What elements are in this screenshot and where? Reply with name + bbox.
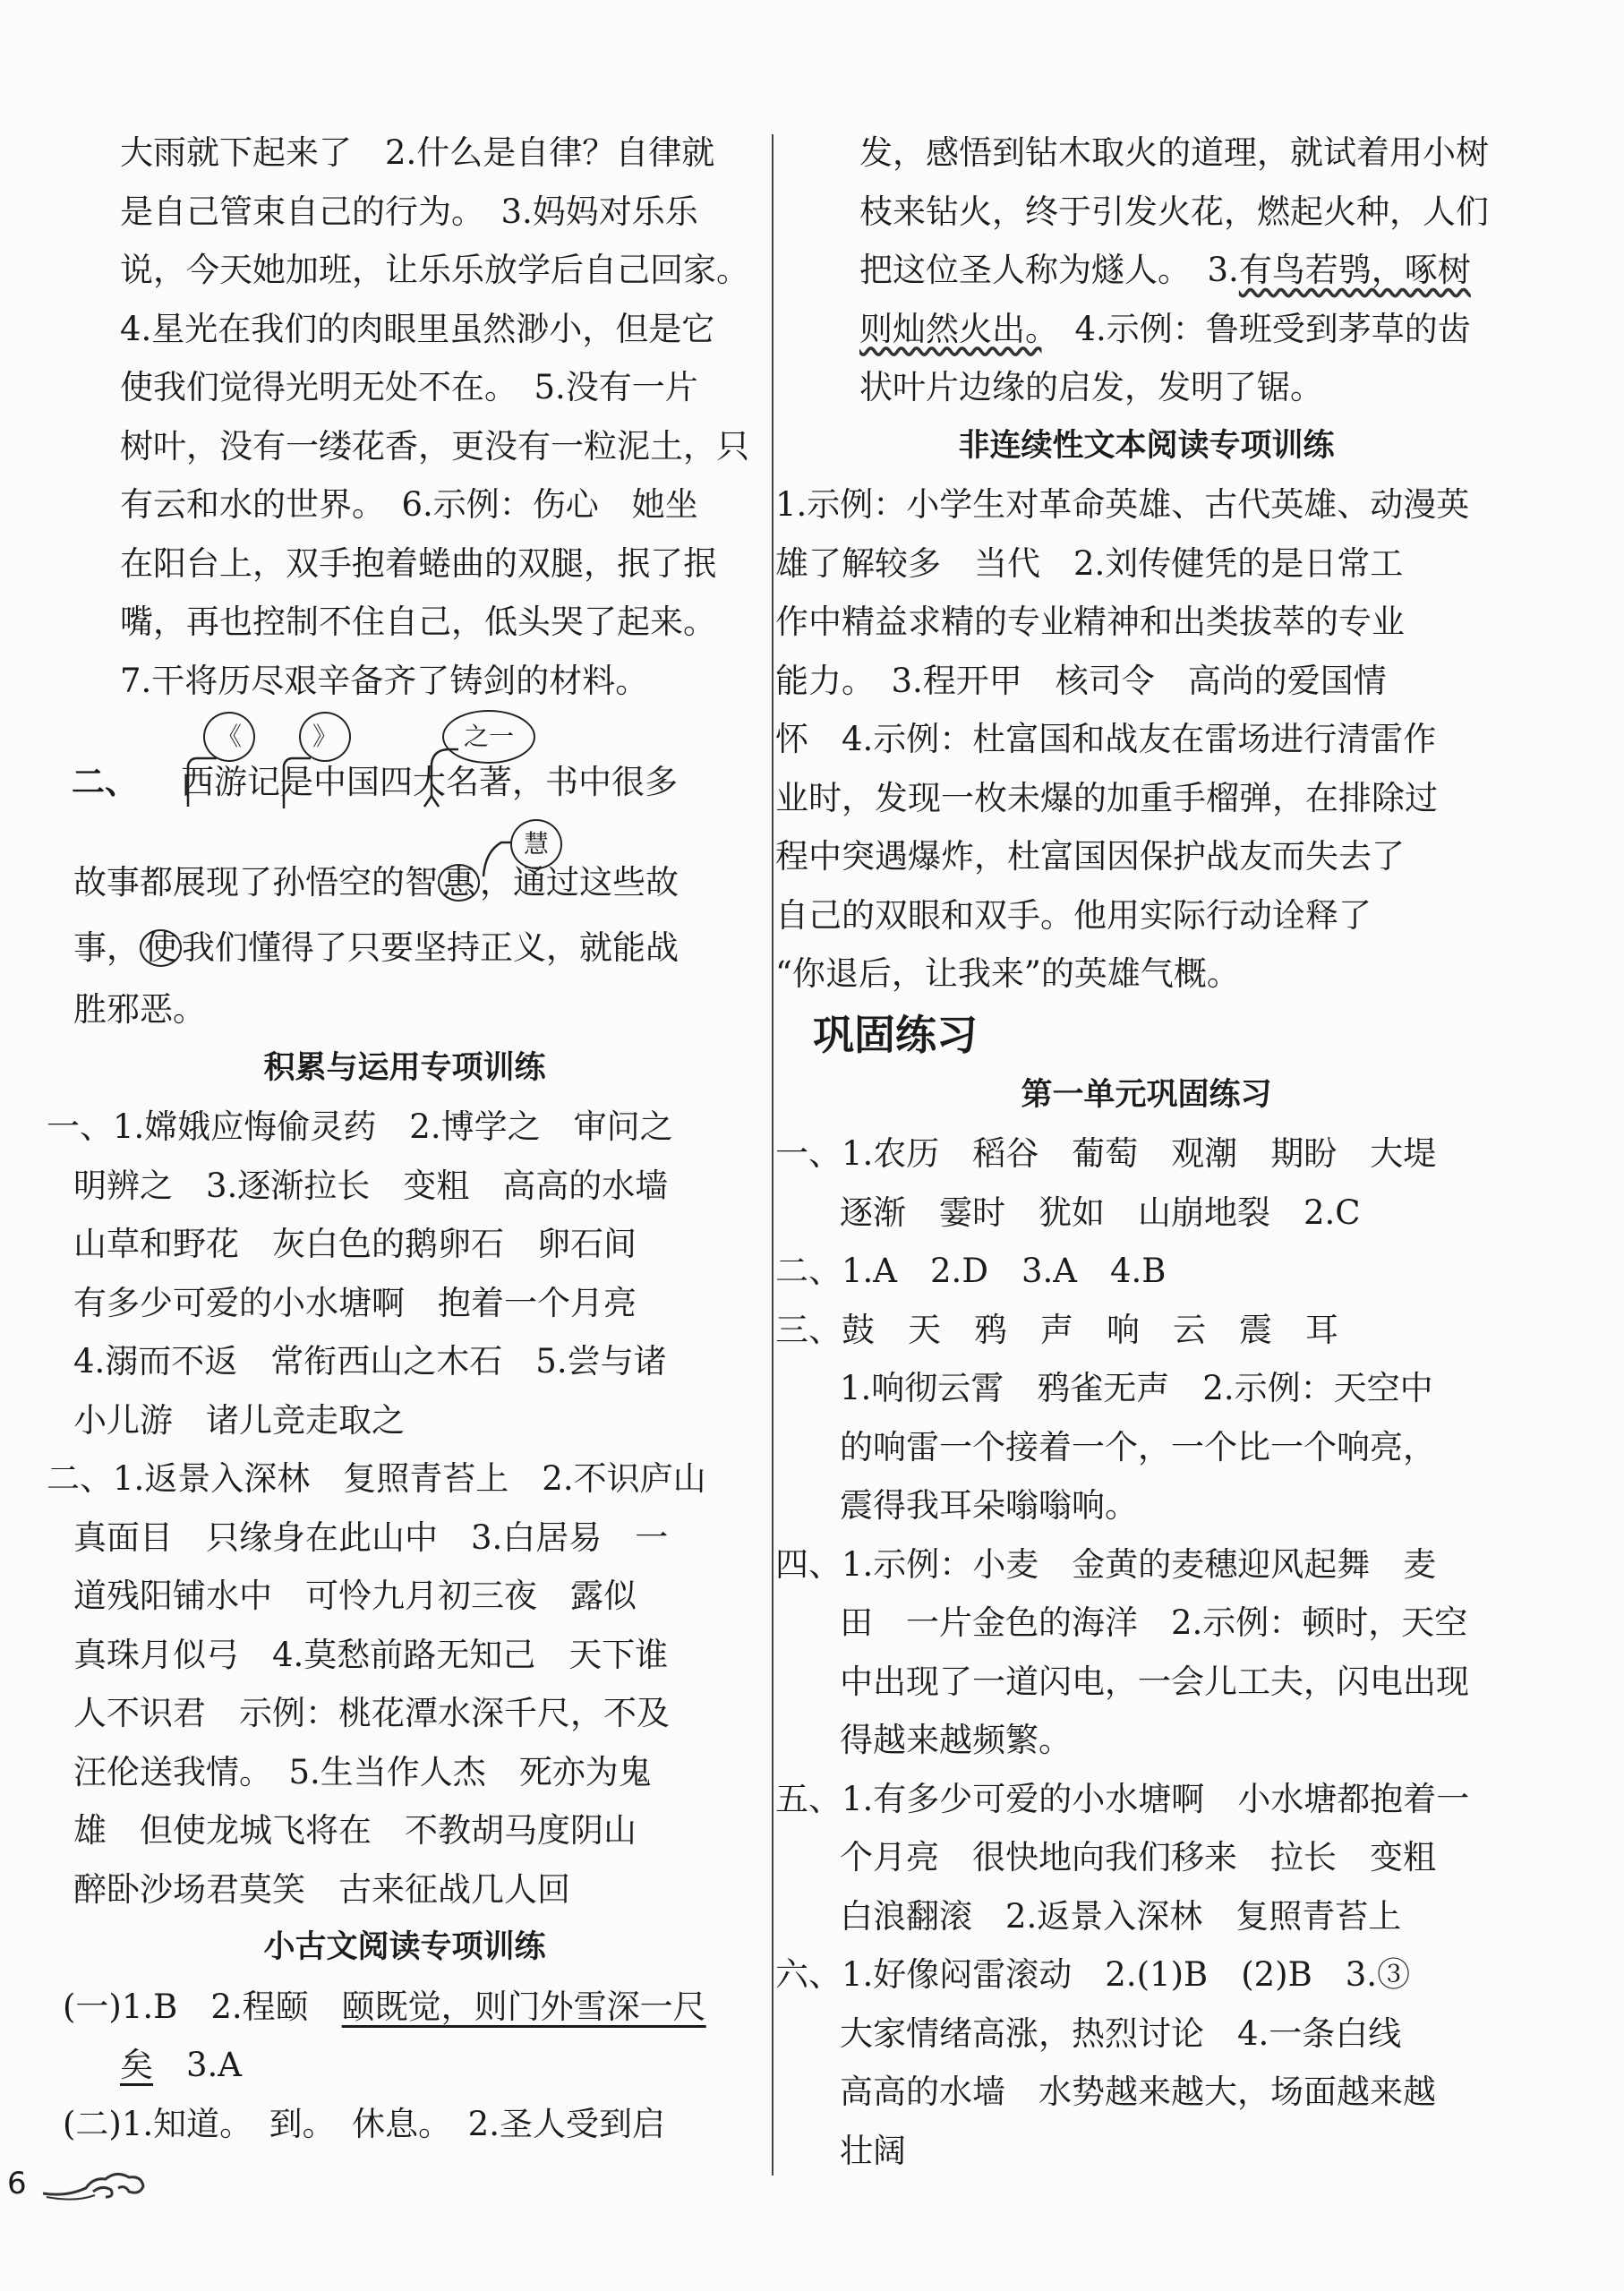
underlined-answer: 颐既觉，则门外雪深一尺 <box>341 1987 706 2026</box>
correction-line-4: 胜邪恶。 <box>73 990 206 1029</box>
text-line: 4.溺而不返 常衔西山之木石 5.尝与诸 <box>73 1342 667 1381</box>
text-line: 4.星光在我们的肉眼里虽然渺小，但是它 <box>120 309 715 348</box>
text-line: 雄 但使龙城飞将在 不教胡马度阴山 <box>73 1811 637 1850</box>
correction-line-3 <box>73 916 736 980</box>
section-heading: 第一单元巩固练习 <box>1021 1076 1272 1113</box>
text-line: 逐渐 霎时 犹如 山崩地裂 2.C <box>840 1193 1361 1232</box>
wavy-underlined-answer: 有鸟若鸮，啄树 <box>1238 251 1471 289</box>
text-segment: 事， <box>73 928 140 967</box>
text-line: 状叶片边缘的启发，发明了锯。 <box>859 368 1323 406</box>
text-line: 四、1.示例：小麦 金黄的麦穗迎风起舞 麦 <box>775 1544 1437 1584</box>
text-line <box>73 2036 736 2095</box>
text-line: 作中精益求精的专业精神和出类拔萃的专业 <box>775 603 1405 641</box>
text-line: 六、1.好像闷雷滚动 2.(1)B (2)B 3.③ <box>775 1955 1411 1994</box>
text-line: 说，今天她加班，让乐乐放学后自己回家。 <box>120 251 749 289</box>
text-line: “你退后，让我来”的英雄气概。 <box>775 954 1240 993</box>
text-segment: 3.A <box>153 2046 243 2084</box>
text-line: 有多少可爱的小水塘啊 抱着一个月亮 <box>73 1283 637 1322</box>
text-line: 明辨之 3.逐渐拉长 变粗 高高的水墙 <box>73 1166 669 1205</box>
text-line: 三、鼓 天 鸦 声 响 云 震 耳 <box>775 1310 1338 1349</box>
text-line: 程中突遇爆炸，杜富国因保护战友而失去了 <box>775 837 1405 876</box>
text-line: 白浪翻滚 2.返景入深林 复照青苔上 <box>840 1896 1402 1936</box>
text-line: 二、1.A 2.D 3.A 4.B <box>775 1252 1167 1290</box>
answer-block-reading <box>73 124 749 710</box>
underlined-answer: 矣 <box>120 2046 153 2084</box>
text-segment: 我们懂得了只要坚持正义，就能战 <box>182 928 679 967</box>
text-line <box>813 300 1480 359</box>
section-heading: 积累与运用专项训练 <box>263 1049 546 1086</box>
text-line: 山草和野花 灰白色的鹅卵石 卵石间 <box>73 1225 637 1263</box>
insert-mark-close: 》 <box>299 712 351 762</box>
left-column <box>47 124 749 2153</box>
accum-answer-list <box>47 1098 736 1919</box>
text-segment: ，通过这些故 <box>480 863 679 902</box>
text-segment: (一)1.B 2.程颐 <box>63 1987 342 2026</box>
text-line: 大雨就下起来了 2.什么是自律？自律就 <box>120 133 715 172</box>
text-line: 高高的水墙 水势越来越大，场面越来越 <box>840 2073 1436 2111</box>
text-line: 发，感悟到钻木取火的道理，就试着用小树 <box>859 133 1489 172</box>
section-label: 二、 <box>72 763 138 801</box>
text-line: 醉卧沙场君莫笑 古来征战几人回 <box>73 1869 570 1909</box>
circled-wrong-char: 惠 <box>438 864 480 902</box>
text-line: 汪伦送我情。 5.生当作人杰 死亦为鬼 <box>73 1752 652 1791</box>
text-line: 震得我耳朵嗡嗡响。 <box>840 1486 1138 1525</box>
correction-line-1: 西游记是中国四大名著，书中很多 <box>181 763 678 801</box>
correction-exercise <box>73 710 736 1039</box>
text-line: 一、1.嫦娥应悔偷灵药 2.博学之 审问之 <box>47 1107 673 1146</box>
text-line: 业时，发现一枚未爆的加重手榴弹，在排除过 <box>775 778 1438 817</box>
text-line: 1.示例：小学生对革命英雄、古代英雄、动漫英 <box>775 485 1470 524</box>
section-title: 巩固练习 <box>813 1010 978 1059</box>
text-line: 大家情绪高涨，热烈讨论 4.一条白线 <box>840 2013 1402 2053</box>
unit1-answer-list <box>775 1124 1480 2180</box>
text-line: 怀 4.示例：杜富国和战友在雷场进行清雷作 <box>775 720 1437 758</box>
text-line: 7.干将历尽艰辛备齐了铸剑的材料。 <box>120 661 649 700</box>
text-line: 能力。 3.程开甲 核司令 高尚的爱国情 <box>775 661 1387 700</box>
text-line: 五、1.有多少可爱的小水塘啊 小水塘都抱着一 <box>775 1779 1470 1818</box>
text-line: 使我们觉得光明无处不在。 5.没有一片 <box>120 368 698 406</box>
text-line: 1.响彻云霄 鸦雀无声 2.示例：天空中 <box>840 1369 1433 1407</box>
text-line: 真面目 只缘身在此山中 3.白居易 一 <box>73 1517 669 1557</box>
text-line: 树叶，没有一缕花香，更没有一粒泥土，只 <box>120 426 749 466</box>
insert-mark-word: 之一 <box>442 710 535 764</box>
text-line: 在阳台上，双手抱着蜷曲的双腿，抿了抿 <box>120 543 716 583</box>
text-line: 中出现了一道闪电，一会儿工夫，闪电出现 <box>840 1662 1469 1701</box>
insert-mark-open: 《 <box>203 712 255 762</box>
circled-delete-char: 使 <box>140 929 182 967</box>
text-line: 壮阔 <box>840 2131 906 2170</box>
text-segment: 故事都展现了孙悟空的智 <box>73 863 438 902</box>
section-heading: 小古文阅读专项训练 <box>263 1929 546 1965</box>
text-line: 道残阳铺水中 可怜九月初三夜 露似 <box>73 1577 637 1615</box>
text-line: 枝来钻火，终于引发火花，燃起火种，人们 <box>859 192 1489 231</box>
text-line: 二、1.返景入深林 复照青苔上 2.不识庐山 <box>47 1459 706 1498</box>
text-line: 小儿游 诸儿竞走取之 <box>73 1400 405 1440</box>
text-line: 是自己管束自己的行为。 3.妈妈对乐乐 <box>120 192 698 231</box>
cloud-ornament-icon <box>39 2161 156 2206</box>
text-line: 嘴，再也控制不住自己，低头哭了起来。 <box>120 603 716 641</box>
text-segment: 把这位圣人称为燧人。 3. <box>859 251 1239 289</box>
text-line <box>63 1978 736 2037</box>
text-line: 有云和水的世界。 6.示例：伤心 她坐 <box>120 485 698 524</box>
text-line: 得越来越频繁。 <box>840 1721 1072 1759</box>
right-column <box>775 124 1489 2180</box>
text-line: 个月亮 很快地向我们移来 拉长 变粗 <box>840 1838 1436 1876</box>
text-line: 的响雷一个接着一个，一个比一个响亮， <box>840 1427 1436 1466</box>
replace-mark-char: 慧 <box>510 819 562 869</box>
text-line: 自己的双眼和双手。他用实际行动诠释了 <box>775 895 1372 935</box>
text-line <box>813 241 1480 300</box>
text-line: 真珠月似弓 4.莫愁前路无知己 天下谁 <box>73 1635 669 1674</box>
text-line: 一、1.农历 稻谷 葡萄 观潮 期盼 大堤 <box>775 1134 1437 1173</box>
text-line: (二)1.知道。 到。 休息。 2.圣人受到启 <box>63 2104 665 2143</box>
wavy-underlined-answer: 则灿然火出。 <box>859 309 1042 348</box>
correction-line-2 <box>73 855 679 903</box>
column-divider <box>772 134 774 2176</box>
noncontinuous-answer-list <box>775 475 1480 1004</box>
page-number: 6 <box>7 2166 27 2201</box>
section-heading: 非连续性文本阅读专项训练 <box>958 427 1335 464</box>
text-segment: 4.示例：鲁班受到茅草的齿 <box>1041 309 1471 348</box>
text-line: 雄了解较多 当代 2.刘传健凭的是日常工 <box>775 543 1404 583</box>
text-line: 人不识君 示例：桃花潭水深千尺，不及 <box>73 1694 670 1732</box>
text-line: 田 一片金色的海洋 2.示例：顿时，天空 <box>840 1603 1468 1642</box>
